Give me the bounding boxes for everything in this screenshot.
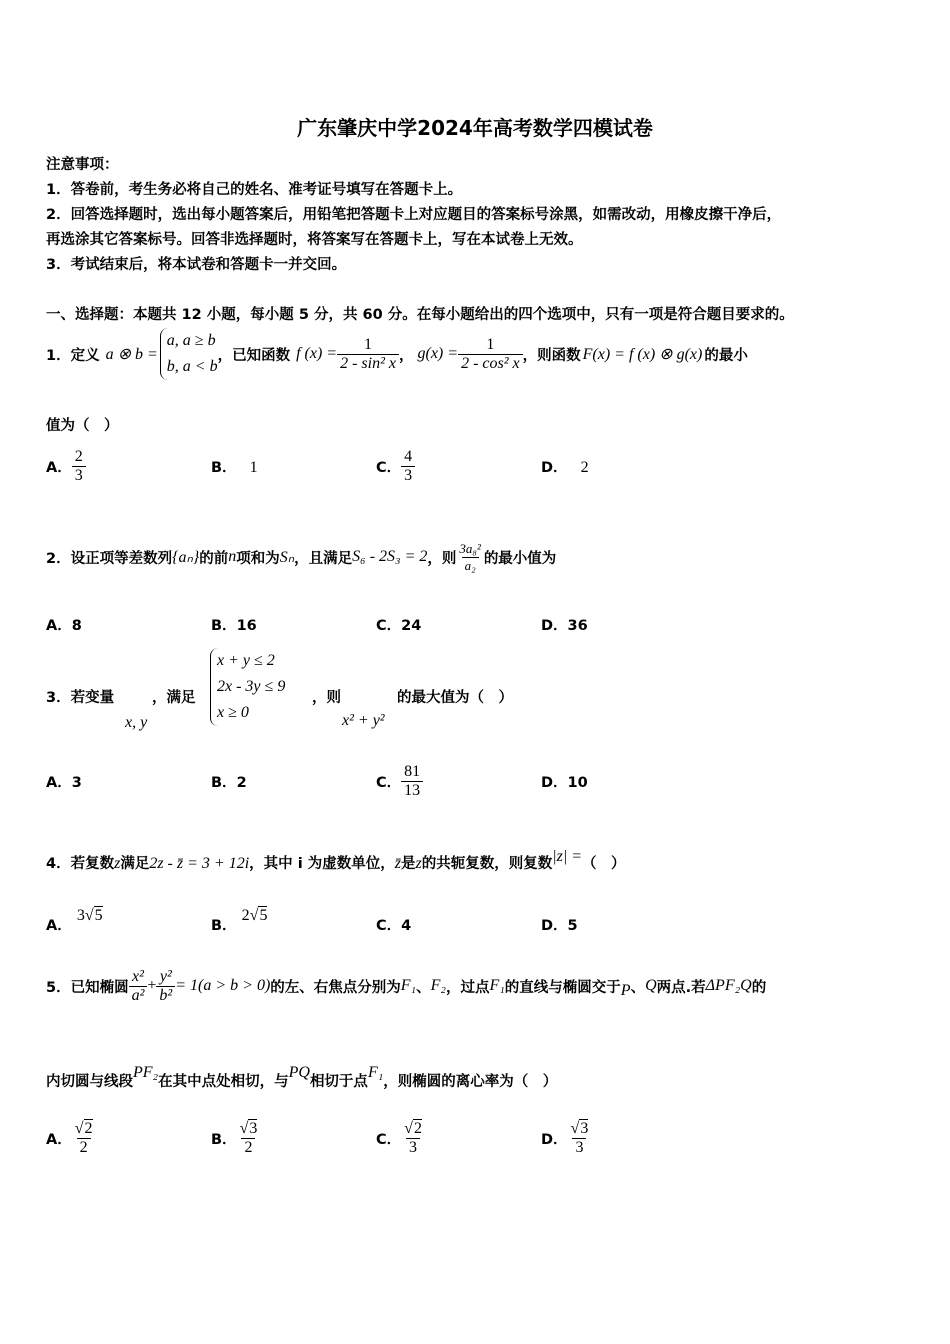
q5-F1c: F₁ bbox=[367, 1064, 384, 1081]
q1-option-c-frac bbox=[401, 448, 415, 485]
q5-option-b-rad: 3 bbox=[249, 1120, 258, 1137]
q5-text-4: 的直线与椭圆交于 bbox=[504, 979, 621, 996]
q2-Sn: Sₙ bbox=[279, 549, 295, 566]
q4-option-b-value: 2√5 bbox=[241, 907, 268, 924]
q5-option-a-rad: 2 bbox=[84, 1120, 93, 1137]
q2-option-c bbox=[376, 614, 541, 635]
q4-text-4: 是 bbox=[400, 856, 416, 872]
q1-f-den: 2 - sin² x bbox=[337, 354, 399, 373]
q5-text-3: ，过点 bbox=[445, 979, 490, 996]
q1-g-frac bbox=[458, 336, 523, 373]
q3-option-d bbox=[541, 771, 588, 792]
q3-option-b-value: 2 bbox=[236, 774, 247, 791]
q1-option-a bbox=[46, 448, 211, 485]
q1-g-num: 1 bbox=[486, 335, 495, 353]
q5-y-den: b² bbox=[156, 986, 175, 1005]
q5-text-5: 两点.若 bbox=[656, 979, 706, 996]
q1-option-c-label: C． bbox=[376, 460, 402, 476]
notice-item-1: 1．答卷前，考生务必将自己的姓名、准考证号填写在答题卡上。 bbox=[46, 182, 463, 198]
q2-cond: S₆ - 2S₃ = 2 bbox=[352, 548, 428, 565]
q1-option-b bbox=[211, 456, 376, 477]
q5-option-d-num: √3 bbox=[570, 1120, 589, 1137]
q1-option-a-den: 3 bbox=[72, 466, 86, 485]
q2-option-d-label: D． bbox=[541, 618, 568, 634]
q4-option-a bbox=[46, 904, 211, 934]
q2-expr-num: 3a₈² bbox=[459, 540, 481, 556]
q4-text-6: （ ） bbox=[582, 856, 626, 872]
q2-option-c-label: C． bbox=[376, 618, 402, 634]
q4-option-a-value: 3√5 bbox=[76, 907, 103, 924]
q1-option-b-value: 1 bbox=[249, 459, 258, 476]
q4-option-a-rad: 5 bbox=[94, 907, 103, 924]
q5-option-c-rad: 2 bbox=[413, 1120, 422, 1137]
q5-option-b-label: B． bbox=[211, 1132, 237, 1148]
q5-option-a-den: 2 bbox=[77, 1138, 91, 1157]
q3-option-a-value: 3 bbox=[71, 774, 82, 791]
q2-expr-den: a₂ bbox=[462, 557, 479, 574]
q1-text-1: ，已知函数 bbox=[217, 347, 291, 364]
q3-option-c-frac bbox=[401, 763, 423, 800]
q5-option-c bbox=[376, 1120, 541, 1157]
q5-option-a bbox=[46, 1120, 211, 1157]
question-5 bbox=[46, 962, 766, 1010]
q5-option-b-num: √3 bbox=[239, 1120, 258, 1137]
question-1 bbox=[46, 326, 748, 382]
q1-option-a-num: 2 bbox=[74, 448, 83, 465]
q4-z: z bbox=[114, 855, 121, 872]
q1-text-2: ，则函数 bbox=[522, 347, 581, 364]
q3-option-a bbox=[46, 771, 211, 792]
q3-option-b-label: B． bbox=[211, 774, 237, 791]
q5-eq-rest: = 1(a > b > 0) bbox=[175, 977, 271, 994]
q2-text-4: ，且满足 bbox=[294, 550, 353, 567]
q1-text-3: 的最小 bbox=[704, 347, 748, 364]
q1-option-d-label: D． bbox=[541, 460, 568, 476]
q5-x-num: x² bbox=[132, 967, 144, 985]
q5-PQ: PQ bbox=[288, 1064, 310, 1081]
q5-x-den: a² bbox=[129, 986, 148, 1005]
q4-option-c-label: C． bbox=[376, 918, 402, 934]
q2-text-1: 2．设正项等差数列 bbox=[46, 550, 173, 567]
q5-sep2: 、 bbox=[630, 979, 646, 996]
q2-text-5: ，则 bbox=[427, 550, 457, 567]
q5-x-frac bbox=[129, 968, 148, 1005]
q1-def-cases bbox=[160, 328, 218, 380]
q2-text-3: 项和为 bbox=[236, 550, 280, 567]
q4-option-b-rad: 5 bbox=[259, 907, 268, 924]
q3-text-3: ，则 bbox=[312, 690, 341, 706]
q3-option-d-label: D． bbox=[541, 774, 568, 791]
question-4 bbox=[46, 848, 626, 873]
q1-case-1: a, a ≥ b bbox=[166, 332, 216, 349]
q5-line-2 bbox=[46, 1064, 558, 1091]
notice-item-2-cont: 再选涂其它答案标号。回答非选择题时，将答案写在答题卡上，写在本试卷上无效。 bbox=[46, 232, 583, 248]
q1-comma: ， bbox=[399, 347, 414, 364]
q5-line2-d: ，则椭圆的离心率为（ ） bbox=[383, 1074, 558, 1090]
q1-option-d bbox=[541, 456, 589, 477]
q5-F2: F₂ bbox=[430, 977, 446, 994]
q1-g-lhs: g(x) = bbox=[417, 345, 459, 362]
q1-f-num: 1 bbox=[364, 335, 373, 353]
q1-label: 1．定义 bbox=[46, 347, 100, 364]
q1-g-den: 2 - cos² x bbox=[458, 354, 523, 373]
q1-f-frac bbox=[337, 336, 399, 373]
q5-line2-c: 相切于点 bbox=[309, 1074, 368, 1090]
notice-item-3: 3．考试结束后，将本试卷和答题卡一并交回。 bbox=[46, 257, 347, 273]
q2-text-2: 的前 bbox=[199, 550, 229, 567]
q2-option-b bbox=[211, 614, 376, 635]
q5-option-c-frac bbox=[401, 1120, 425, 1157]
q5-F1b: F₁ bbox=[489, 977, 505, 994]
q3-constraint-2: 2x - 3y ≤ 9 bbox=[217, 678, 286, 695]
q3-vars: x, y bbox=[125, 714, 148, 731]
q3-constraint-3: x ≥ 0 bbox=[217, 704, 249, 721]
q2-option-b-label: B． bbox=[211, 618, 237, 634]
question-2 bbox=[46, 532, 556, 582]
q2-option-c-value: 24 bbox=[401, 618, 422, 634]
q1-option-a-label: A． bbox=[46, 460, 72, 476]
q5-y-frac bbox=[156, 968, 175, 1005]
q1-option-d-value: 2 bbox=[580, 459, 589, 476]
q1-option-b-label: B． bbox=[211, 460, 237, 476]
q4-text-1: 4．若复数 bbox=[46, 856, 115, 872]
q4-option-b-label: B． bbox=[211, 918, 237, 934]
q3-option-d-value: 10 bbox=[567, 774, 588, 791]
q5-P: P bbox=[620, 982, 631, 999]
q5-text-2: 的左、右焦点分别为 bbox=[270, 979, 401, 996]
q3-option-c-num: 81 bbox=[404, 762, 421, 780]
q1-option-a-frac bbox=[72, 448, 86, 485]
q1-def-lhs: a ⊗ b = bbox=[105, 346, 158, 363]
q5-plus: + bbox=[147, 977, 157, 994]
q2-option-a-value: 8 bbox=[71, 618, 82, 634]
q3-text-2: ，满足 bbox=[152, 690, 196, 706]
q3-text-1: 3．若变量 bbox=[46, 690, 115, 706]
q1-option-c-num: 4 bbox=[404, 448, 413, 465]
q3-expr: x² + y² bbox=[342, 712, 385, 729]
page-title: 广东肇庆中学2024年高考数学四模试卷 bbox=[297, 116, 653, 140]
q1-F: F(x) = f (x) ⊗ g(x) bbox=[582, 346, 703, 363]
q5-y-num: y² bbox=[159, 967, 172, 985]
q1-case-2: b, a < b bbox=[166, 358, 218, 375]
q5-option-a-num: √2 bbox=[74, 1120, 93, 1137]
notice-item-2: 2．回答选择题时，选出每小题答案后，用铅笔把答题卡上对应题目的答案标号涂黑，如需改动，用橡皮擦干净后， bbox=[46, 207, 782, 223]
q5-option-a-frac bbox=[72, 1120, 96, 1157]
q4-z2: z bbox=[415, 855, 422, 872]
q3-option-c-label: C． bbox=[376, 774, 402, 791]
q5-options bbox=[46, 1120, 646, 1157]
q4-abs: |z| = bbox=[552, 848, 583, 865]
q4-option-b bbox=[211, 904, 376, 934]
q2-option-d-value: 36 bbox=[567, 618, 588, 634]
q3-text-4: 的最大值为（ ） bbox=[397, 690, 513, 706]
q5-option-b-den: 2 bbox=[241, 1138, 255, 1157]
q5-PF2: PF₂ bbox=[133, 1064, 159, 1081]
q3-option-c-den: 13 bbox=[401, 781, 423, 800]
q2-expr bbox=[456, 541, 483, 574]
q1-f-lhs: f (x) = bbox=[296, 345, 338, 362]
q2-text-6: 的最小值为 bbox=[483, 550, 557, 567]
q3-constraint-1: x + y ≤ 2 bbox=[217, 652, 275, 669]
q2-n: n bbox=[228, 548, 237, 565]
q5-line2-a: 内切圆与线段 bbox=[46, 1074, 133, 1090]
q2-option-b-value: 16 bbox=[236, 618, 257, 634]
q5-option-d-label: D． bbox=[541, 1132, 568, 1148]
q5-option-a-label: A． bbox=[46, 1132, 72, 1148]
q3-option-c bbox=[376, 763, 541, 800]
q4-text-5: 的共轭复数，则复数 bbox=[421, 856, 553, 872]
q4-option-c bbox=[376, 904, 541, 935]
q1-line-2: 值为（ ） bbox=[46, 418, 119, 434]
section-heading: 一、选择题：本题共 12 小题，每小题 5 分，共 60 分。在每小题给出的四个选项中，只有一项是符合题目要求的。 bbox=[46, 307, 794, 323]
q5-option-d-frac bbox=[568, 1120, 592, 1157]
notice-heading: 注意事项： bbox=[46, 157, 119, 173]
q3-option-b bbox=[211, 771, 376, 792]
q4-option-b-coef: 2 bbox=[241, 907, 250, 924]
q2-option-a bbox=[46, 614, 211, 635]
q5-text-1: 5．已知椭圆 bbox=[46, 979, 129, 996]
q5-option-d-rad: 3 bbox=[580, 1120, 589, 1137]
q2-options bbox=[46, 614, 646, 635]
q4-eq: 2z - z̄ = 3 + 12i bbox=[149, 855, 250, 872]
q5-option-c-den: 3 bbox=[406, 1138, 420, 1157]
q4-text-2: 满足 bbox=[120, 856, 150, 872]
q4-option-c-value: 4 bbox=[401, 918, 412, 934]
q2-option-d bbox=[541, 614, 588, 635]
q4-option-d-value: 5 bbox=[567, 918, 578, 934]
q4-option-a-label: A． bbox=[46, 918, 72, 934]
q3-options bbox=[46, 758, 646, 804]
q5-option-b-frac bbox=[237, 1120, 261, 1157]
q4-zbar: z̄ bbox=[394, 855, 401, 872]
q2-seq: {aₙ} bbox=[172, 549, 200, 566]
q3-option-a-label: A． bbox=[46, 774, 72, 791]
q5-text-6: 的 bbox=[751, 979, 767, 996]
q5-line2-b: 在其中点处相切，与 bbox=[158, 1074, 289, 1090]
q5-sep: 、 bbox=[416, 979, 431, 996]
q2-option-a-label: A． bbox=[46, 618, 72, 634]
q4-option-a-coef: 3 bbox=[76, 907, 85, 924]
q4-option-d bbox=[541, 904, 578, 935]
q4-text-3: ，其中 i 为虚数单位， bbox=[249, 856, 395, 872]
q5-option-d-den: 3 bbox=[572, 1138, 586, 1157]
q5-option-c-num: √2 bbox=[404, 1120, 422, 1137]
q1-option-c-den: 3 bbox=[401, 466, 415, 485]
q5-option-c-label: C． bbox=[376, 1132, 402, 1148]
q3-constraints bbox=[210, 648, 285, 726]
q5-option-d bbox=[541, 1120, 591, 1157]
q4-options bbox=[46, 904, 646, 935]
q5-Q: Q bbox=[645, 977, 657, 994]
q5-F1: F₁ bbox=[400, 977, 417, 994]
q1-options bbox=[46, 448, 646, 485]
q5-option-b bbox=[211, 1120, 376, 1157]
q5-tri: ΔPF₂Q bbox=[705, 977, 752, 994]
q1-option-c bbox=[376, 448, 541, 485]
q4-option-d-label: D． bbox=[541, 918, 568, 934]
